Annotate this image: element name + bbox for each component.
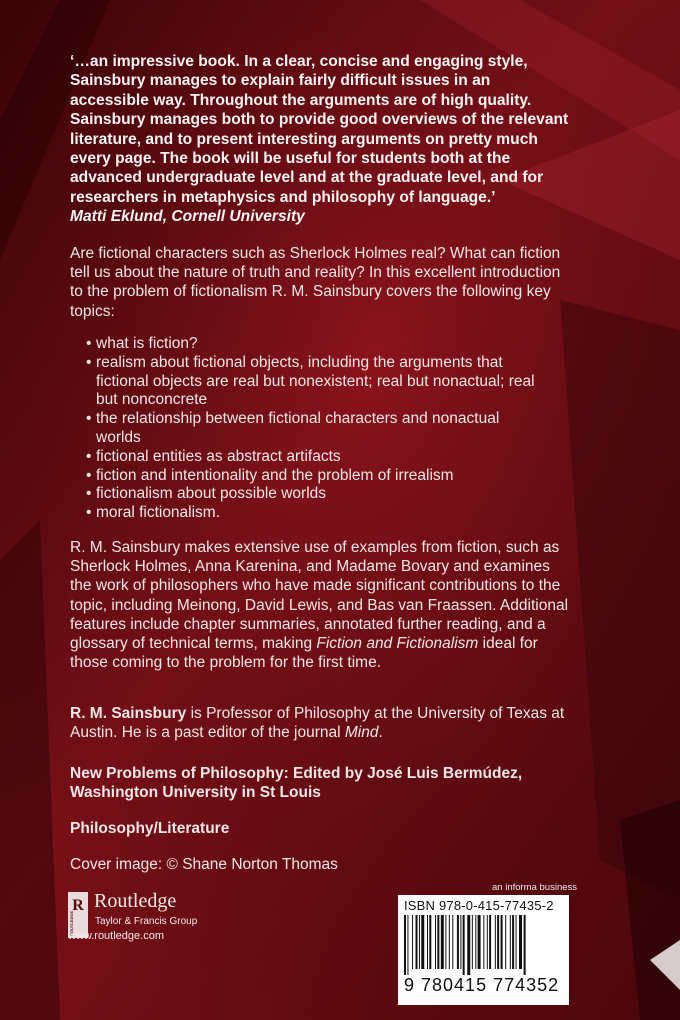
author-text-2: .	[378, 724, 383, 742]
cover-credit: Cover image: © Shane Norton Thomas	[70, 856, 338, 873]
barcode-bar	[487, 915, 488, 969]
barcode-bar	[501, 915, 503, 969]
barcode-bar	[435, 915, 436, 969]
barcode-bar	[510, 915, 511, 969]
description-paragraph	[70, 538, 570, 672]
barcode-bar	[427, 915, 428, 969]
barcode-icon	[402, 915, 565, 975]
parent-company: an informa business	[492, 882, 578, 893]
barcode-bar	[472, 915, 473, 969]
barcode-panel	[398, 895, 569, 1005]
isbn-label: ISBN 978-0-415-77435-2	[404, 898, 554, 913]
publisher-name: Routledge	[94, 890, 177, 912]
series-info: New Problems of Philosophy: Edited by José Luis Bermúdez, Washington University in St Louis	[70, 765, 523, 802]
logo-mark-text: ROUTLEDGE	[69, 910, 74, 936]
barcode-bar	[463, 915, 465, 975]
logo-mark-letter: R	[72, 897, 84, 914]
topics-list	[86, 335, 546, 523]
barcode-bar	[505, 915, 506, 969]
list-item: • moral fictionalism.	[86, 504, 546, 523]
barcode-bar	[437, 915, 439, 969]
barcode-bar	[429, 915, 431, 969]
list-item: • what is fiction?	[86, 335, 546, 354]
review-quote	[70, 52, 570, 227]
barcode-bar	[419, 915, 420, 969]
barcode-bar	[421, 915, 424, 969]
barcode-bar	[449, 915, 450, 969]
subject-category: Philosophy/Literature	[70, 820, 230, 837]
barcode-bar	[441, 915, 444, 969]
barcode-bar	[512, 915, 514, 969]
author-name: R. M. Sainsbury	[70, 705, 187, 722]
barcode-bar	[495, 915, 496, 969]
quote-attribution: Matti Eklund, Cornell University	[70, 208, 305, 226]
list-item: • fictional entities as abstract artifacts	[86, 448, 546, 467]
barcode-bar	[519, 915, 522, 969]
description-part2: ideal for those coming to the problem for the first time.	[70, 635, 538, 672]
list-item: • fiction and intentionality and the problem of irrealism	[86, 467, 546, 486]
author-bio	[70, 704, 570, 742]
journal-name: Mind	[344, 724, 379, 742]
barcode-bar	[404, 915, 406, 975]
publisher-subtitle: Taylor & Francis Group	[95, 916, 198, 927]
list-item: • fictionalism about possible worlds	[86, 485, 546, 504]
book-title: Fiction and Fictionalism	[316, 635, 479, 653]
barcode-bar	[483, 915, 484, 969]
barcode-bar	[412, 915, 413, 969]
publisher-logo	[68, 890, 218, 950]
publisher-url: www.routledge.com	[68, 930, 164, 942]
intro-paragraph: Are fictional characters such as Sherlock Holmes real? What can fiction tell us about the nature of truth and reality? In this excellent introduction to the problem of fictionalism R. M. Sainsbury covers the following key topics:	[70, 245, 561, 320]
barcode-bar	[497, 915, 499, 969]
isbn-digits: 9 780415 774352	[404, 975, 560, 995]
barcode-bar	[445, 915, 446, 969]
barcode-bar	[416, 915, 418, 969]
barcode-bar	[475, 915, 476, 969]
list-item: • realism about fictional objects, including the arguments that fictional objects are real but nonexistent; real but nonactual; real but nonconcrete	[86, 354, 546, 410]
barcode-bar	[524, 915, 526, 975]
barcode-bar	[478, 915, 481, 969]
barcode-bar	[489, 915, 491, 969]
barcode-bar	[516, 915, 517, 969]
description-part1: R. M. Sainsbury makes extensive use of examples from fiction, such as Sherlock Holmes, Anna Karenina, and Madame Bovary and examines the work of philosophers who have made significant contributions to the topic, including Meinong, David Lewis, and Bas van Fraassen. Additional features include chapter summaries, annotated further reading, and a glossary of technical terms, making	[70, 539, 569, 653]
author-text-1: is Professor of Philosophy at the University of Texas at Austin. He is a past editor of the journal	[70, 705, 565, 742]
barcode-bar	[457, 915, 459, 969]
list-item: • the relationship between fictional characters and nonactual worlds	[86, 410, 546, 448]
quote-text: ‘…an impressive book. In a clear, concise and engaging style, Sainsbury manages to explain fairly difficult issues in an accessible way. Throughout the arguments are of high quality. Sainsbury manages both to provide good overviews of the relevant literature, and to present interesting arguments on pretty much every page. The book will be useful for students both at the advanced undergraduate level and at the graduate level, and for researchers in metaphysics and philosophy of language.’	[70, 53, 569, 206]
barcode-bar	[452, 915, 453, 969]
barcode-bar	[460, 915, 461, 969]
barcode-bar	[467, 915, 470, 975]
barcode-bar	[407, 915, 408, 975]
